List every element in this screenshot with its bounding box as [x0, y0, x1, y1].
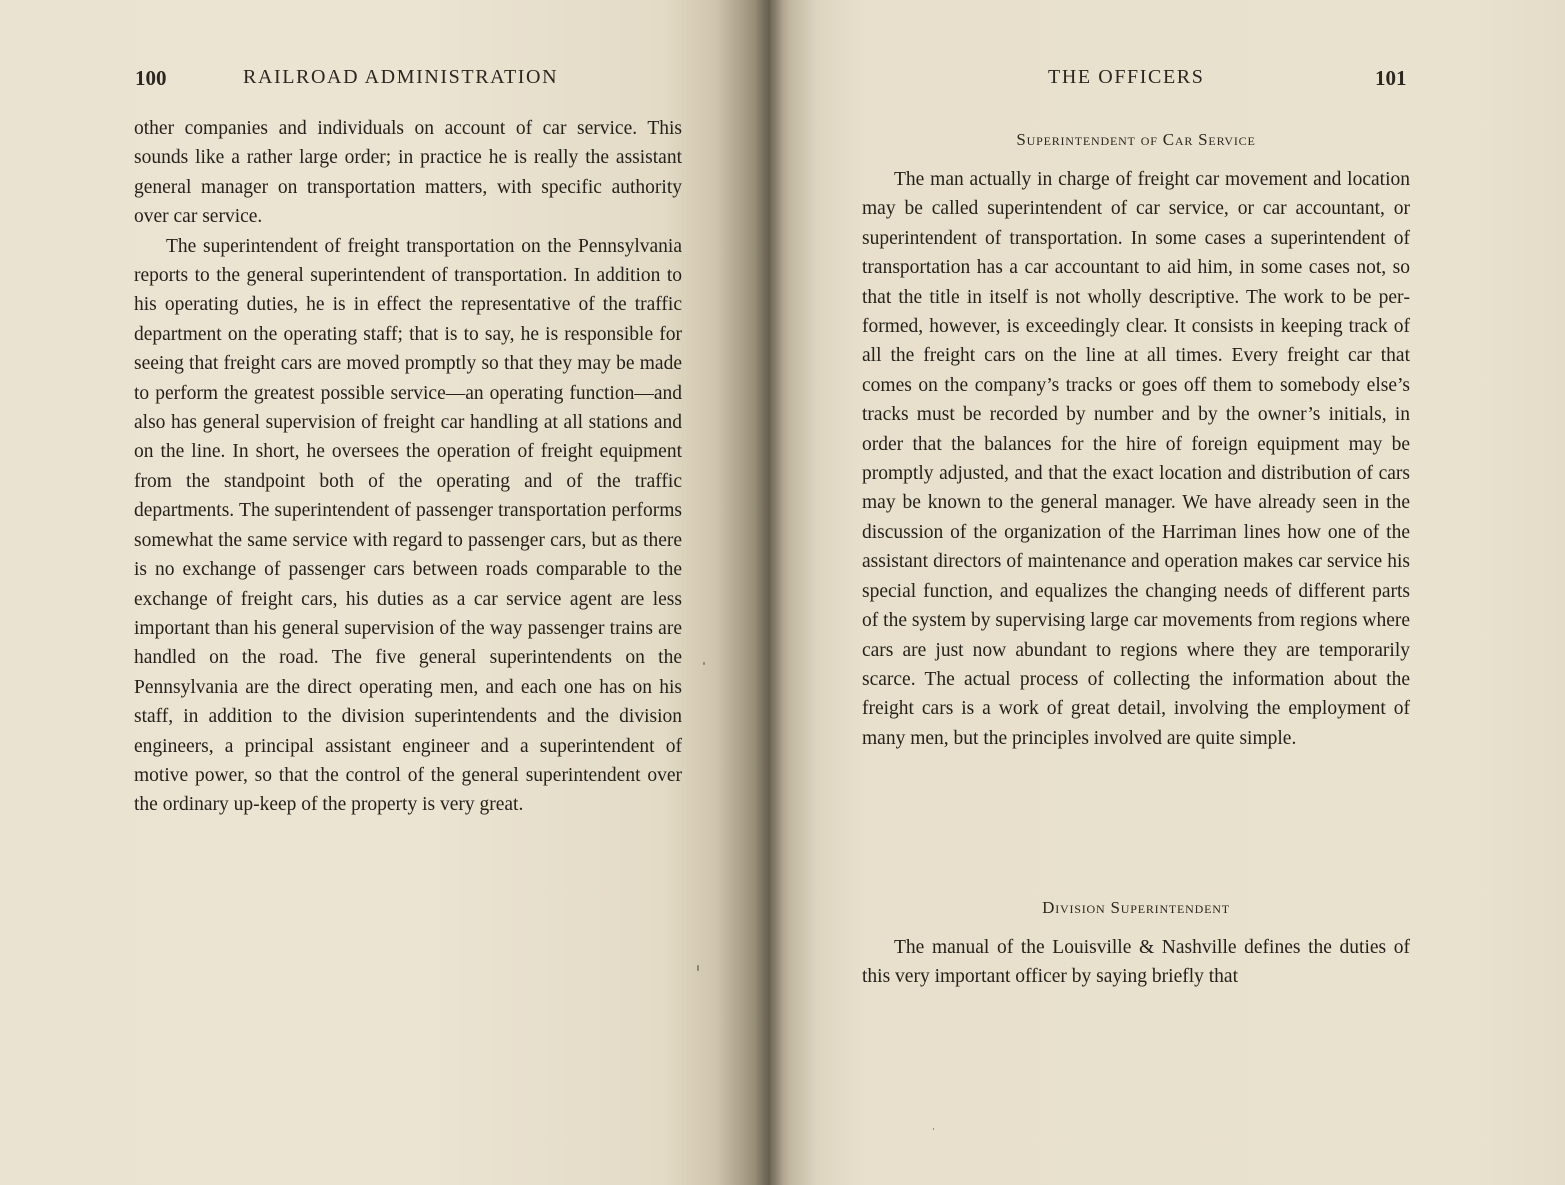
paper-speck	[933, 1128, 934, 1130]
page-number-left: 100	[135, 66, 167, 90]
section-heading-car-service: Superintendent of Car Service	[1016, 130, 1256, 149]
section-heading-division-superintendent: Division Superintendent	[1042, 898, 1230, 917]
paragraph: The man actually in charge of freight car movement and location may be called superintendent of car service, or car accountant, or superintendent of transportation. In some cases a superintendent of transportation has a car accountant to aid him, in some cases not, so that the title in itself is not wholly descriptive. The work to be performed, however, is exceedingly clear. It consists in keeping track of all the freight cars on the line at all times. Every freight car that comes on the company’s tracks or goes off them to somebody else’s tracks must be recorded by number and by the owner’s initials, in order that the balances for the hire of foreign equipment may be promptly adjusted, and that the exact location and distribution of cars may be known to the general manager. We have already seen in the discussion of the organization of the Harriman lines how one of the assistant directors of maintenance and operation makes car service his special function, and equalizes the changing needs of different parts of the system by supervising large car movements from regions where cars are just now abundant to regions where they are temporarily scarce. The actual process of collecting the information about the freight cars is a work of great detail, involving the employment of many men, but the principles involved are quite simple.	[862, 169, 1410, 749]
right-page	[770, 0, 1565, 1185]
book-gutter	[755, 0, 783, 1185]
running-head-right: THE OFFICERS	[1048, 66, 1205, 88]
left-page	[0, 0, 770, 1185]
paragraph: The manual of the Louisville & Nashville defines the duties of this very important officer by saying briefly that	[862, 937, 1410, 988]
division-superintendent-body	[862, 933, 1410, 992]
paper-speck	[697, 965, 699, 971]
left-page-body	[134, 114, 682, 820]
paragraph: The superintendent of freight transportation on the Pennsylvania reports to the general superintendent of transportation. In addition to his operating duties, he is in effect the representative of the traffic department on the operating staff; that is to say, he is responsible for seeing that freight cars are moved promptly so that they may be made to perform the greatest possible service—an operating function—and also has general supervision of freight car handling at all stations and on the line. In short, he oversees the operation of freight equipment from the standpoint both of the operating and of the traffic departments. The superintendent of passenger transportation performs somewhat the same service with regard to passenger cars, but as there is no exchange of passenger cars between roads comparable to the exchange of freight cars, his duties as a car service agent are less important than his general supervision of the way passenger trains are handled on the road. The five general superintendents on the Pennsylvania are the direct operating men, and each one has on his staff, in addition to the division superintendents and the division engineers, a principal assistant engineer and a superintendent of motive power, so that the control of the general superintendent over the ordinary up-keep of the property is very great.	[134, 235, 682, 816]
paper-speck	[703, 662, 705, 665]
running-head-left: RAILROAD ADMINISTRATION	[243, 66, 559, 88]
car-service-body	[862, 165, 1410, 753]
page-number-right: 101	[1375, 66, 1407, 90]
paragraph: other companies and individuals on account of car service. This sounds like a rather large order; in practice he is really the assistant general manager on transportation matters, with specific authority over car service.	[134, 118, 682, 228]
